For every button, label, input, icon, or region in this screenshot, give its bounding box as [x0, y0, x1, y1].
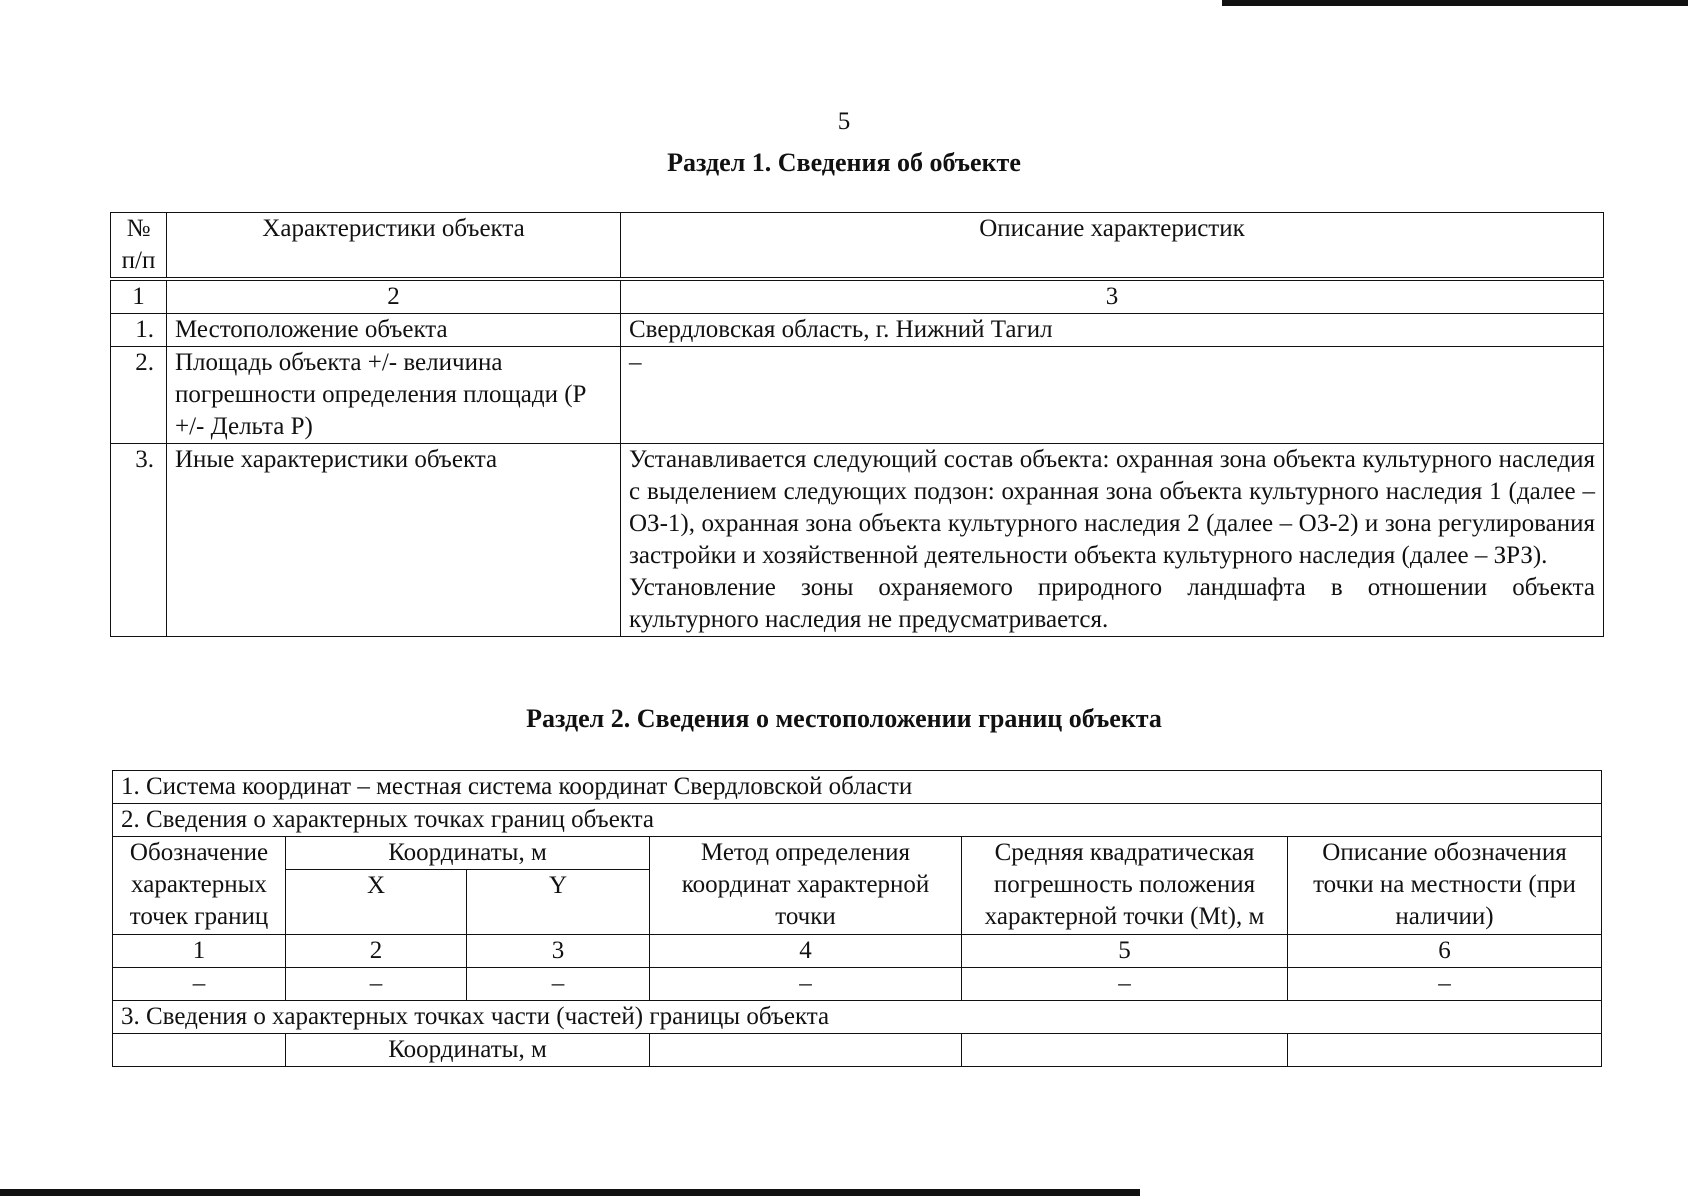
column-number-row	[113, 935, 1602, 968]
row-description: –	[621, 347, 1604, 444]
empty-cell: –	[467, 968, 650, 1001]
header-description: Описание обозначения точки на местности (при наличии)	[1288, 837, 1602, 935]
header-x: X	[286, 870, 467, 935]
row-number: 1.	[111, 314, 167, 347]
description-paragraph: Устанавливается следующий состав объекта: охранная зона объекта культурного наследия с выделением следующих подзон: охранная зона объекта культурного наследия 1 (далее – ОЗ-1), охранная зона объекта культурного наследия 2 (далее – ОЗ-2) и зона регулирования застройки и хозяйственной деятельности объекта культурного наследия (далее – ЗРЗ).	[629, 446, 1595, 569]
empty-cell: –	[962, 968, 1288, 1001]
empty-cell: –	[113, 968, 286, 1001]
column-number-row	[111, 281, 1604, 314]
part-heading: 3. Сведения о характерных точках части (частей) границы объекта	[113, 1001, 1602, 1034]
empty-cell: –	[650, 968, 962, 1001]
column-number: 2	[167, 281, 621, 314]
column-number: 1	[113, 935, 286, 968]
scan-edge-top	[1222, 0, 1688, 6]
column-number: 6	[1288, 935, 1602, 968]
header-coordinates: Координаты, м	[286, 837, 650, 870]
row-characteristic: Иные характеристики объекта	[167, 444, 621, 637]
points-heading: 2. Сведения о характерных точках границ объекта	[113, 804, 1602, 837]
header-error: Средняя квадратическая погрешность положения характерной точки (Mt), м	[962, 837, 1288, 935]
row-characteristic: Площадь объекта +/- величина погрешности определения площади (Р +/- Дельта Р)	[167, 347, 621, 444]
column-number: 3	[621, 281, 1604, 314]
blank-cell	[962, 1034, 1288, 1067]
description-paragraph: Установление зоны охраняемого природного ландшафта в отношении объекта культурного наследия не предусматривается.	[629, 574, 1595, 633]
header-characteristics: Характеристики объекта	[167, 213, 621, 278]
row-number: 2.	[111, 347, 167, 444]
scan-edge-bottom	[0, 1189, 1140, 1196]
row-description: Свердловская область, г. Нижний Тагил	[621, 314, 1604, 347]
row-number: 3.	[111, 444, 167, 637]
header-method: Метод определения координат характерной точки	[650, 837, 962, 935]
table-row	[111, 347, 1604, 444]
boundary-points-table	[112, 770, 1602, 1067]
column-number: 2	[286, 935, 467, 968]
column-number: 5	[962, 935, 1288, 968]
blank-cell	[113, 1034, 286, 1067]
table-row	[113, 968, 1602, 1001]
empty-cell: –	[286, 968, 467, 1001]
header-description: Описание характеристик	[621, 213, 1604, 278]
table-header-row	[113, 837, 1602, 870]
object-info-table	[110, 212, 1604, 637]
section-2-title: Раздел 2. Сведения о местоположении границ объекта	[526, 704, 1162, 733]
table-header-row	[111, 213, 1604, 278]
part-coordinates: Координаты, м	[286, 1034, 650, 1067]
table-row	[111, 314, 1604, 347]
page-number: 5	[837, 108, 851, 135]
table-row	[113, 771, 1602, 804]
table-row	[113, 1034, 1602, 1067]
coordinate-system: 1. Система координат – местная система координат Свердловской области	[113, 771, 1602, 804]
column-number: 1	[111, 281, 167, 314]
row-description	[621, 444, 1604, 637]
header-y: Y	[467, 870, 650, 935]
table-row	[111, 444, 1604, 637]
table-row	[113, 1001, 1602, 1034]
blank-cell	[650, 1034, 962, 1067]
table-row	[113, 804, 1602, 837]
header-designation: Обозначение характерных точек границ	[113, 837, 286, 935]
column-number: 3	[467, 935, 650, 968]
row-characteristic: Местоположение объекта	[167, 314, 621, 347]
column-number: 4	[650, 935, 962, 968]
section-1-title: Раздел 1. Сведения об объекте	[667, 148, 1021, 177]
header-num: № п/п	[111, 213, 167, 278]
blank-cell	[1288, 1034, 1602, 1067]
empty-cell: –	[1288, 968, 1602, 1001]
